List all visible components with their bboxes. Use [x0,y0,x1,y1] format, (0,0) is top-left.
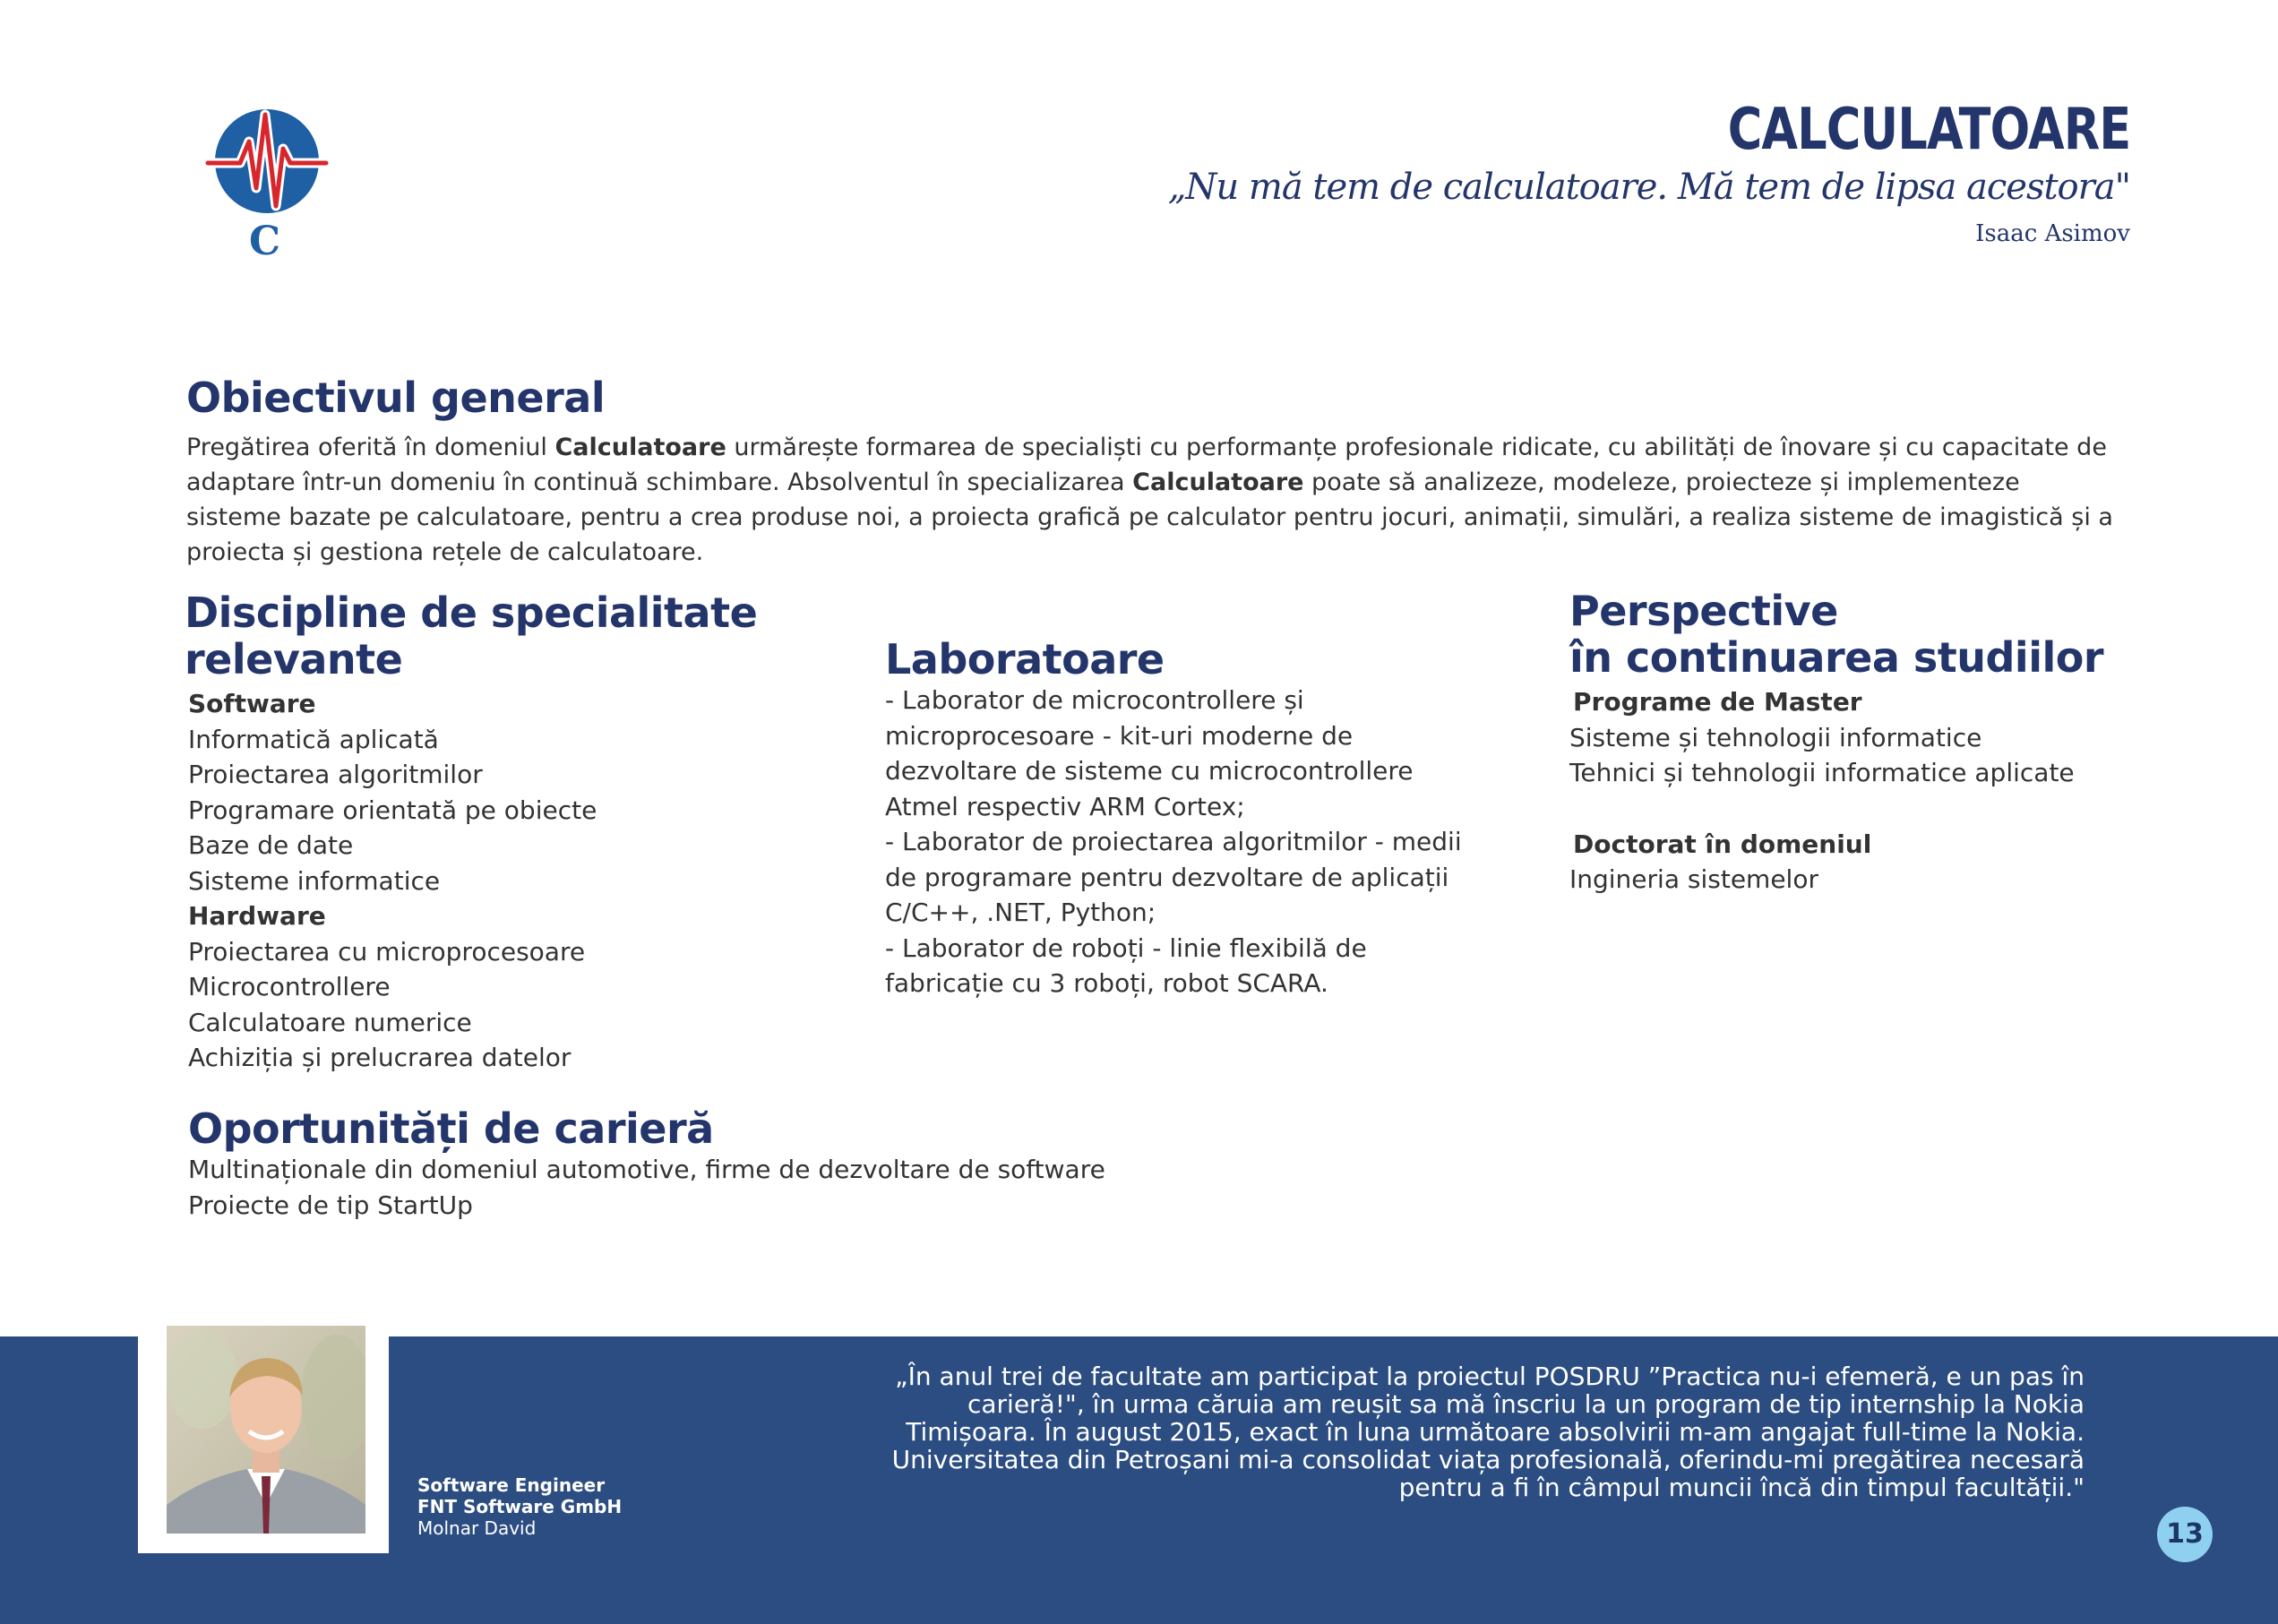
lab-line: C/C++, .NET, Python; [885,898,1156,927]
list-item: Informatică aplicată [188,724,439,754]
graduate-credentials [417,1474,622,1539]
disciplines-heading-line1: Discipline de specialitate [185,589,758,637]
graduate-role: Software Engineer [417,1474,606,1496]
objective-heading: Obiectivul general [186,374,606,422]
lab-line: fabricație cu 3 roboți, robot SCARA. [885,968,1328,998]
disciplines-heading-line2: relevante [185,635,403,683]
objective-text-part: urmărește formarea de specialiști cu performanțe profesionale ridicate, cu abilități de înovare și cu capacitate de adaptare într-un domeniu în continuă schimbare. Absolventul în specializarea [186,434,2107,496]
faculty-logo [204,106,330,276]
list-item: Achiziția și prelucrarea datelor [188,1043,572,1072]
labs-section [885,636,1530,1001]
list-item: Proiecte de tip StartUp [188,1190,473,1220]
labs-heading: Laboratoare [885,635,1165,683]
lab-line: dezvoltare de sisteme cu microcontrollere [885,756,1414,786]
page-number: 13 [2157,1507,2213,1562]
career-list [188,1152,1442,1223]
quote-author: Isaac Asimov [1975,220,2130,247]
list-item: Proiectarea cu microprocesoare [188,936,586,967]
list-item: Sisteme și tehnologii informatice [1569,722,1982,752]
software-label: Software [188,689,316,718]
page-title: CALCULATOARE [1727,97,2130,163]
header-quote: „Nu mă tem de calculatoare. Mă tem de lipsa acestora" [1167,167,2130,208]
objective-text-part: Pregătirea oferită în domeniul [186,434,555,461]
career-heading: Oportunități de carieră [188,1104,714,1153]
lab-line: - Laborator de microcontrollere și [885,685,1304,715]
disciplines-section [185,589,830,1076]
list-item: Multinaționale din domeniul automotive, firme de dezvoltare de software [188,1155,1105,1184]
list-item: Programare orientată pe obiecte [188,795,597,825]
list-item: Tehnici și tehnologii informatice aplicate [1569,758,2075,787]
lab-line: - Laborator de roboți - linie flexibilă de [885,932,1367,963]
perspectives-section [1569,588,2214,898]
career-section [188,1105,1442,1223]
testimonial-text: „În anul trei de facultate am participat la proiectul POSDRU ”Practica nu-i efemeră, e un pas în carieră!", în urma căruia am reușit sa mă înscriu la un program de tip internship la Nokia Timișoara. În august 2015, exact în luna următoare absolvirii m-am angajat full-time la Nokia. Universitatea din Petroșani mi-a consolidat viața profesională, oferindu-mi pregătirea necesară pentru a fi în câmpul muncii încă din timpul facultății." [891,1362,2085,1502]
graduate-company: FNT Software GmbH [417,1496,623,1517]
list-item: Ingineria sistemelor [1569,864,1818,894]
objective-text [186,430,2121,570]
graduate-photo [167,1326,365,1534]
disciplines-list [188,686,830,1076]
objective-text-part: poate să analizeze, modeleze, proiecteze și implementeze sisteme bazate pe calculatoare, pentru a crea produse noi, a proiecta grafică pe calculator pentru jocuri, animații, simulări, a realiza sisteme de imagistică și a proiecta și gestiona rețele de calculatoare. [186,468,2113,566]
objective-bold: Calculatoare [554,434,726,461]
hardware-label: Hardware [188,901,326,931]
person-photo-icon [167,1326,365,1534]
lab-line: microprocesoare - kit-uri moderne de [885,720,1354,751]
labs-list [885,683,1530,1001]
graduate-name: Molnar David [417,1517,537,1539]
lab-line: Atmel respectiv ARM Cortex; [885,791,1245,821]
list-item: Proiectarea algoritmilor [188,760,483,789]
logo-letter: C [249,219,281,264]
list-item: Microcontrollere [188,972,391,1001]
lab-line: de programare pentru dezvoltare de aplicații [885,862,1449,892]
list-item: Sisteme informatice [188,865,441,896]
lab-line: - Laborator de proiectarea algoritmilor - medii [885,827,1462,856]
perspectives-list [1569,684,2214,898]
objective-bold: Calculatoare [1132,468,1304,496]
objective-section [186,374,2121,570]
perspectives-heading-line2: în continuarea studiilor [1569,633,2104,682]
perspectives-heading-line1: Perspective [1569,587,1838,635]
spacer [1569,791,2214,827]
doctorate-label: Doctorat în domeniul [1573,829,1872,859]
list-item: Baze de date [188,830,354,860]
master-label: Programe de Master [1573,687,1862,717]
list-item: Calculatoare numerice [188,1007,472,1037]
